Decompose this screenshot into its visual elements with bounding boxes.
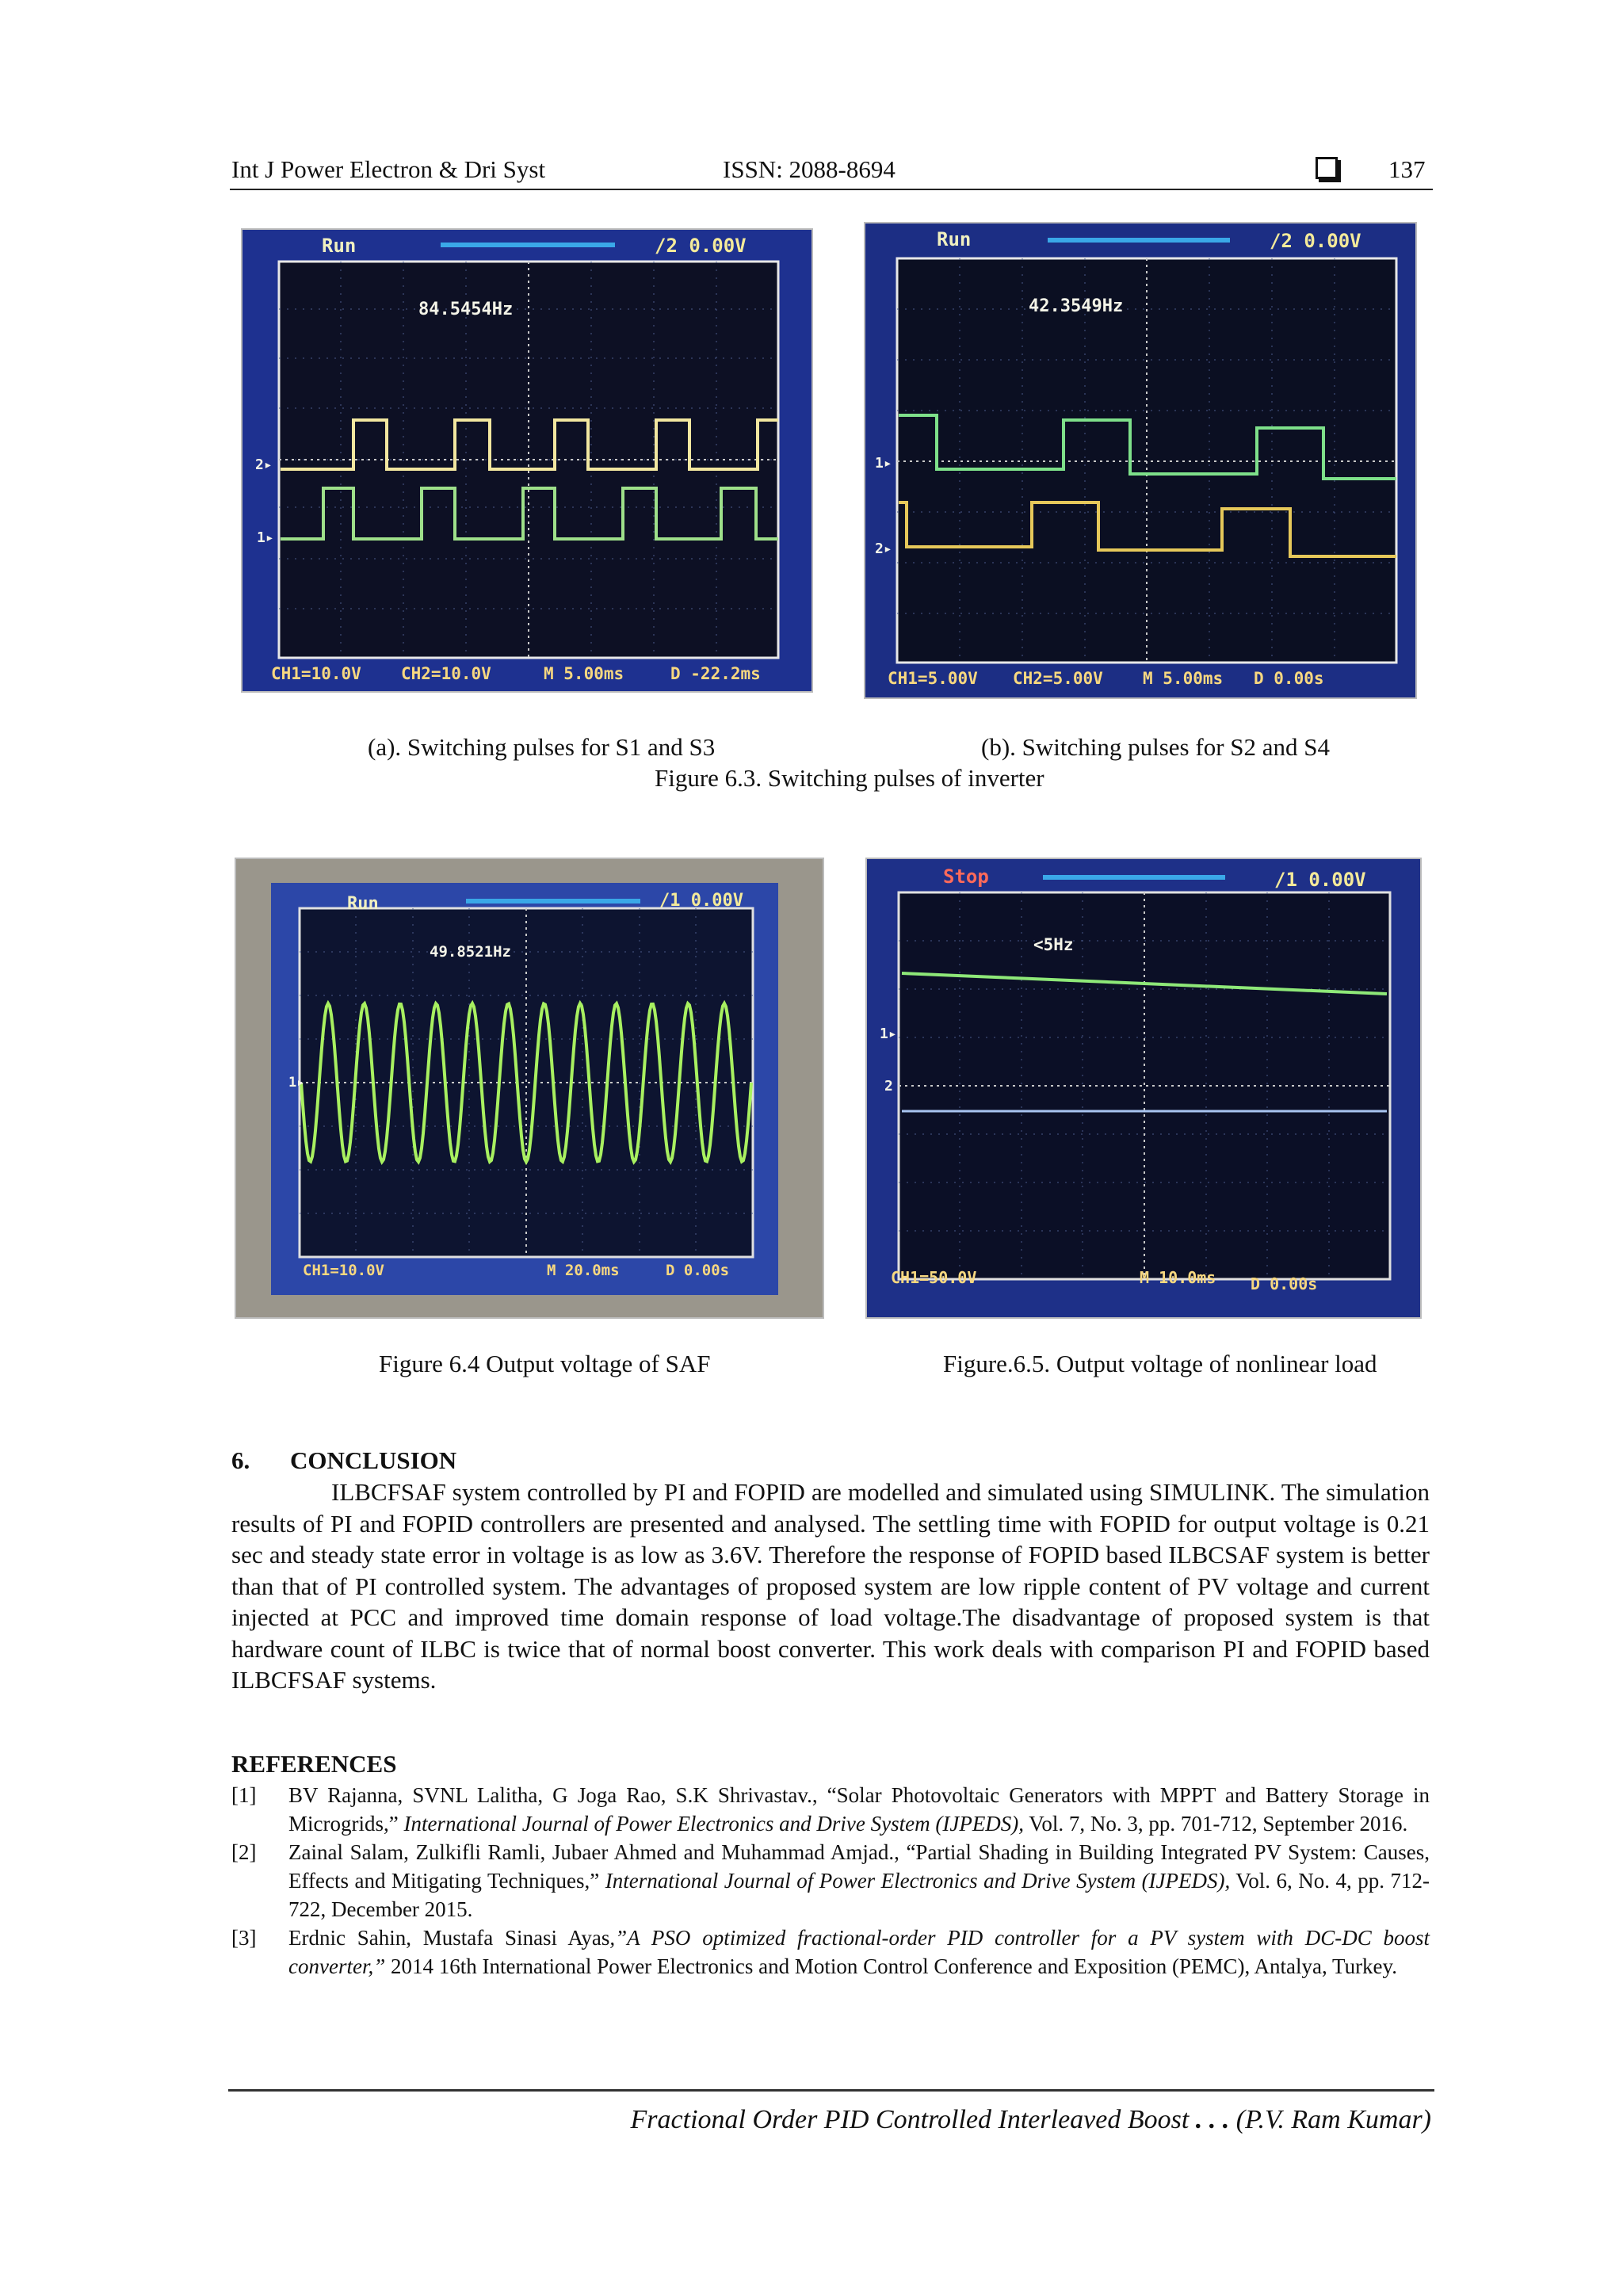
oscilloscope-a xyxy=(241,228,813,693)
scope-c-delay: D 0.00s xyxy=(666,1262,730,1279)
caption-fig-6-3-b: (b). Switching pulses for S2 and S4 xyxy=(981,733,1331,761)
scope-b-frequency: 42.3549Hz xyxy=(1029,296,1124,316)
oscilloscope-d xyxy=(865,858,1422,1319)
scope-a-ch2: CH2=10.0V xyxy=(401,664,491,683)
scope-b-marker-2: 2▸ xyxy=(875,541,892,557)
conclusion-paragraph: ILBCFSAF system controlled by PI and FOPID are modelled and simulated using SIMULINK. The simulation results of PI and FOPID controllers are presented and analysed. The settling time with FOPID for output voltage is 0.21 sec and steady state error in voltage is as low as 3.6V. Therefore the response of FOPID based ILBCSAF system is better than that of PI controlled system. The advantages of proposed system are low ripple content of PV voltage and current injected at PCC and improved time domain response of load voltage.The disadvantage of proposed system is that hardware count of ILBC is twice that of normal boost converter. This work deals with comparison PI and FOPID based ILBCFSAF systems. xyxy=(231,1478,1430,1694)
scope-d-delay: D 0.00s xyxy=(1251,1274,1318,1293)
scope-a-timebase: M 5.00ms xyxy=(544,664,624,683)
reference-authors: Zainal Salam, Zulkifli Ramli, Jubaer Ahmed and Muhammad Amjad., “Partial Shading in Building Integrated PV System: Causes, Effects and Mitigating Techniques,” xyxy=(288,1840,1430,1893)
section-number: 6. xyxy=(231,1446,250,1474)
reference-venue: International Journal of Power Electronics and Drive System (IJPEDS), xyxy=(403,1812,1025,1836)
section-heading: CONCLUSION xyxy=(290,1446,457,1474)
scope-a-ch1: CH1=10.0V xyxy=(271,664,361,683)
reference-venue: International Journal of Power Electronics and Drive System (IJPEDS), xyxy=(605,1869,1231,1893)
scope-b-timebar xyxy=(1048,238,1230,243)
scope-b-timebase: M 5.00ms xyxy=(1143,669,1224,688)
scope-b-ch1: CH1=5.00V xyxy=(888,669,978,688)
scope-a-marker-1: 1▸ xyxy=(257,529,274,546)
scope-c-trigger: /1 0.00V xyxy=(659,891,743,911)
scope-c-timebase: M 20.0ms xyxy=(547,1262,620,1279)
caption-fig-6-3: Figure 6.3. Switching pulses of inverter xyxy=(655,764,1044,792)
checkbox-square-icon xyxy=(1316,157,1338,179)
scope-c-status: Run xyxy=(347,894,379,914)
reference-venue: ,”A PSO optimized fractional-order PID controller for a PV system with DC-DC boost converter,” xyxy=(288,1926,1430,1978)
reference-number: [3] xyxy=(231,1926,257,1950)
scope-d-marker-2: 2 xyxy=(884,1078,893,1095)
caption-fig-6-3-a: (a). Switching pulses for S1 and S3 xyxy=(368,733,716,761)
scope-b-ch2: CH2=5.00V xyxy=(1013,669,1103,688)
scope-a-trigger: /2 0.00V xyxy=(655,235,747,257)
caption-fig-6-5: Figure.6.5. Output voltage of nonlinear load xyxy=(943,1350,1377,1377)
footer-title: Fractional Order PID Controlled Interleaved Boost xyxy=(630,2105,1190,2134)
scope-a-delay: D -22.2ms xyxy=(670,664,761,683)
oscilloscope-c xyxy=(235,858,824,1319)
scope-d-timebar xyxy=(1043,875,1225,880)
scope-d-trigger: /1 0.00V xyxy=(1274,869,1366,891)
footer-rule xyxy=(228,2089,1434,2092)
page-number: 137 xyxy=(1388,155,1426,183)
scope-b-trigger: /2 0.00V xyxy=(1270,230,1361,252)
scope-a-frequency: 84.5454Hz xyxy=(418,300,514,319)
scope-c-marker-1: 1▸ xyxy=(288,1075,305,1091)
scope-c-frequency: 49.8521Hz xyxy=(430,943,511,961)
oscilloscope-b xyxy=(864,222,1417,699)
header-rule xyxy=(230,189,1433,190)
scope-a-marker-2: 2▸ xyxy=(255,457,273,473)
running-footer xyxy=(602,2105,1431,2135)
reference-item xyxy=(231,1924,1430,1981)
reference-item xyxy=(231,1838,1430,1924)
reference-details: 2014 16th International Power Electronics and Motion Control Conference and Exposition (PEMC), Antalya, Turkey. xyxy=(385,1954,1398,1978)
reference-details: Vol. 7, No. 3, pp. 701-712, September 2016. xyxy=(1024,1812,1408,1836)
reference-number: [2] xyxy=(231,1840,257,1864)
scope-d-marker-1: 1▸ xyxy=(880,1026,897,1042)
running-header-issn: ISSN: 2088-8694 xyxy=(723,155,896,183)
caption-fig-6-4: Figure 6.4 Output voltage of SAF xyxy=(379,1350,711,1377)
reference-authors: BV Rajanna, SVNL Lalitha, G Joga Rao, S.K Shrivastav., “Solar Photovoltaic Generators with MPPT and Battery Storage in Microgrids,” xyxy=(288,1783,1430,1836)
scope-b-marker-1: 1▸ xyxy=(875,455,892,472)
reference-details: Vol. 6, No. 4, pp. 712-722, December 2015. xyxy=(288,1869,1430,1921)
scope-d-timebase: M 10.0ms xyxy=(1140,1268,1216,1287)
references-heading: REFERENCES xyxy=(231,1750,397,1778)
reference-item xyxy=(231,1781,1430,1838)
scope-c-ch1: CH1=10.0V xyxy=(303,1262,384,1279)
scope-c-timebar xyxy=(466,899,640,904)
scope-b-status: Run xyxy=(937,228,972,250)
scope-d-frequency: <5Hz xyxy=(1033,935,1074,954)
footer-author: (P.V. Ram Kumar) xyxy=(1235,2105,1431,2134)
running-header-journal: Int J Power Electron & Dri Syst xyxy=(231,155,546,183)
footer-ellipsis: . . . xyxy=(1189,2105,1236,2134)
scope-b-delay: D 0.00s xyxy=(1254,669,1324,688)
scope-a-timebar xyxy=(441,243,615,247)
reference-number: [1] xyxy=(231,1783,257,1807)
scope-d-ch1: CH1=50.0V xyxy=(891,1268,977,1287)
scope-a-status: Run xyxy=(322,235,357,257)
references-list xyxy=(231,1781,1430,1981)
scope-d-status: Stop xyxy=(943,865,989,888)
reference-authors: Erdnic Sahin, Mustafa Sinasi Ayas xyxy=(288,1926,610,1950)
